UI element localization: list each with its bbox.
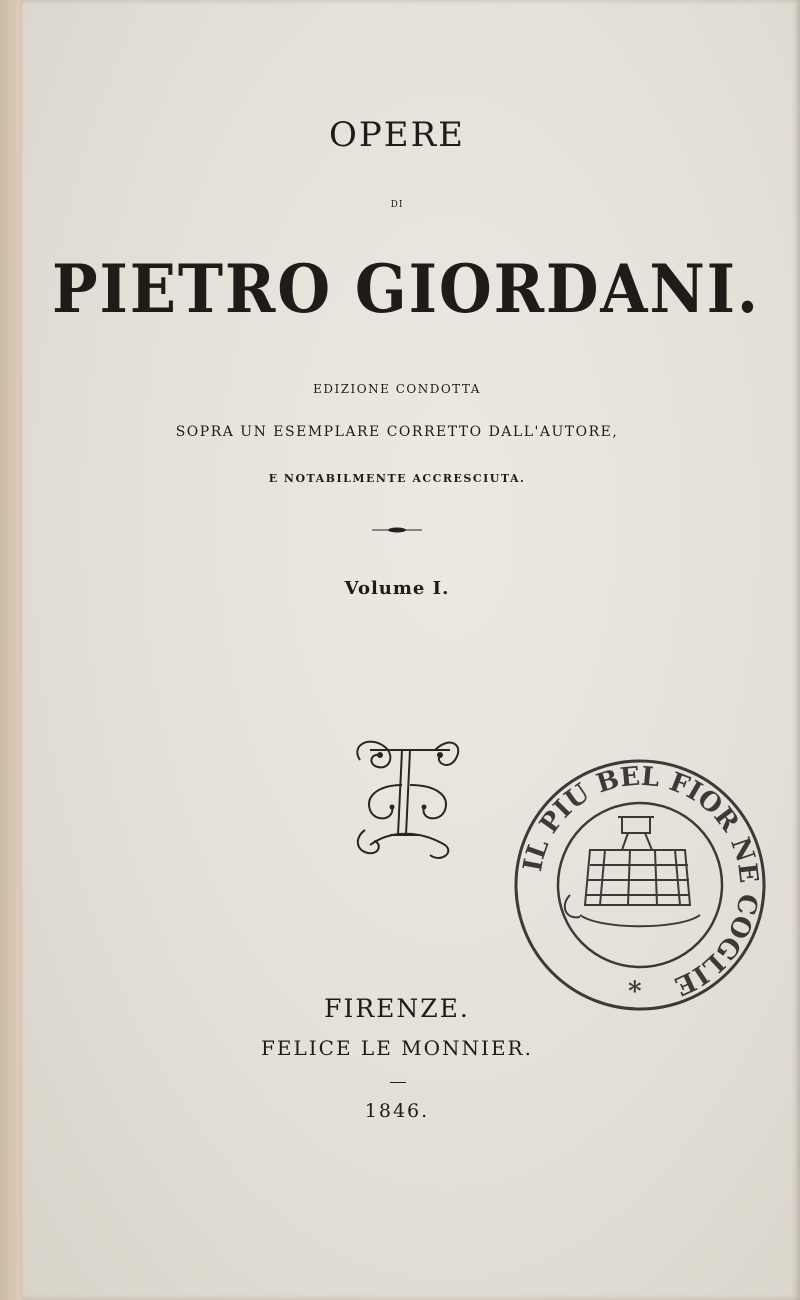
ornament-divider-icon [372, 526, 422, 534]
stamp-motto-text: IL PIU BEL FIOR NE COGLIE [518, 761, 764, 1001]
collection-title: OPERE [329, 115, 465, 155]
imprint-publisher: FELICE LE MONNIER. [261, 1036, 533, 1060]
beehive-icon [565, 817, 700, 926]
stamp-motto [518, 762, 763, 1001]
library-stamp [510, 755, 770, 1015]
author-name: PIETRO GIORDANI. [52, 250, 760, 328]
imprint-city: FIRENZE. [324, 994, 470, 1023]
imprint-rule [390, 1082, 406, 1083]
imprint-year: 1846. [364, 1100, 430, 1122]
preposition: DI [390, 200, 404, 210]
edition-line-1: EDIZIONE CONDOTTA [313, 382, 481, 396]
volume-label: Volume I. [344, 578, 450, 599]
edition-line-2: SOPRA UN ESEMPLARE CORRETTO DALL'AUTORE, [175, 424, 619, 440]
edition-line-3: E NOTABILMENTE ACCRESCIUTA. [268, 472, 526, 485]
stamp-star: * [628, 977, 642, 1007]
publisher-monogram-icon [340, 725, 470, 865]
title-page [22, 0, 800, 1300]
